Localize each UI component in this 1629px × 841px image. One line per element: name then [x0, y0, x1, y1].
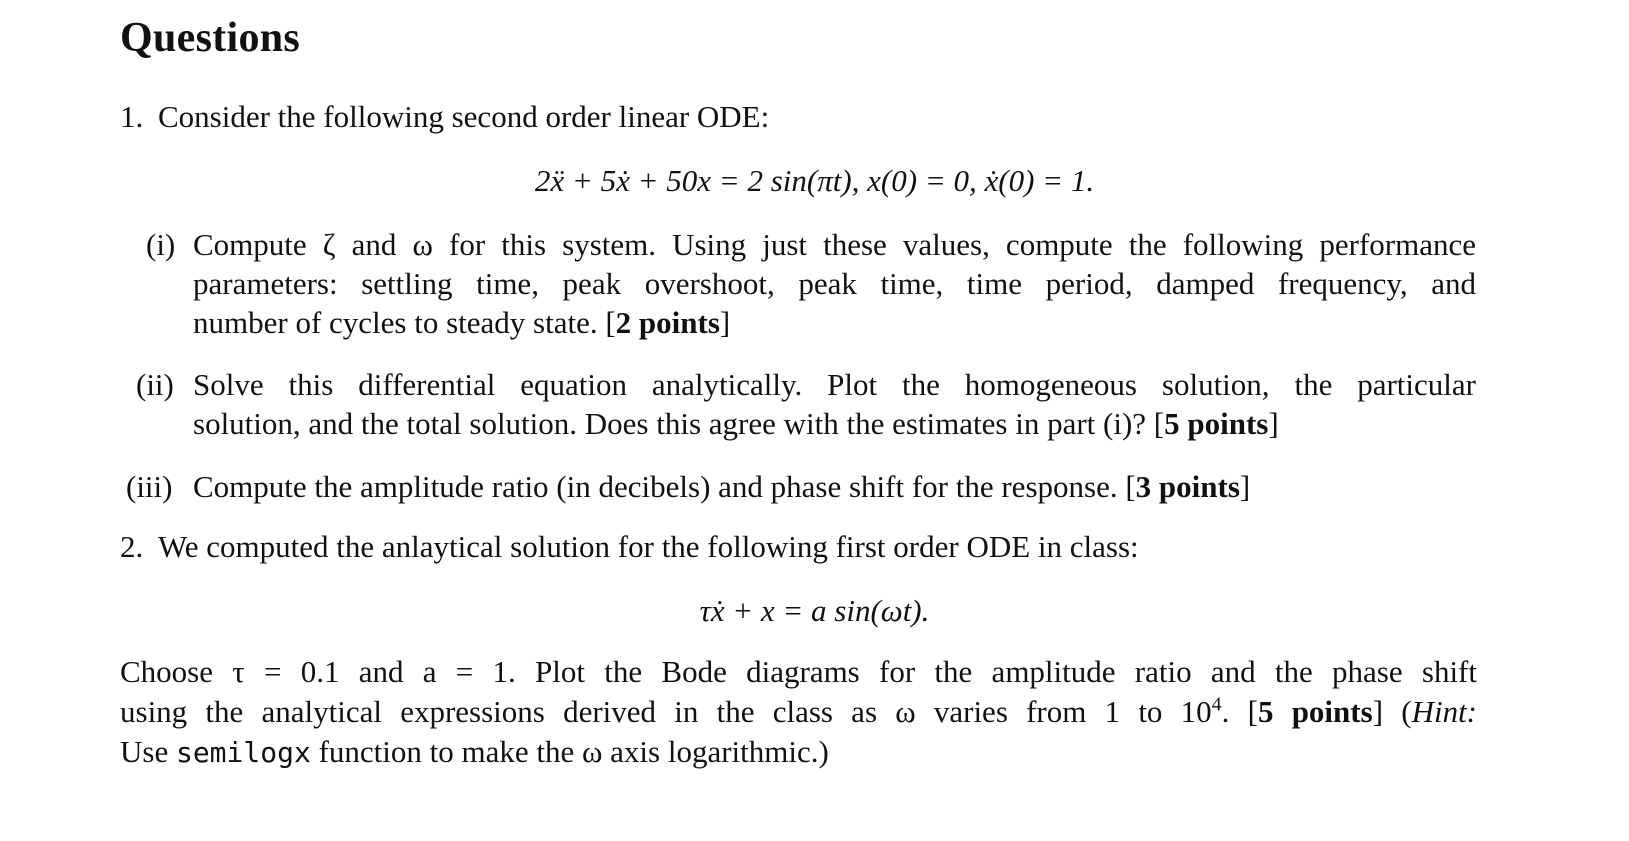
- question-1-number: 1.: [120, 99, 144, 134]
- exponent: 4: [1211, 693, 1222, 716]
- part-iii-text: [193, 466, 1250, 507]
- page-title: Questions: [120, 15, 301, 61]
- ode-first-order: τẋ + x = a sin(ωt).: [699, 593, 930, 628]
- part-ii-last-line: solution, and the total solution. Does this agree with the estimates in part (i)? [: [193, 406, 1165, 441]
- part-iii-label: (iii): [126, 469, 173, 504]
- part-ii-close: ]: [1268, 406, 1279, 441]
- question-2-line-2-close: ] (: [1372, 694, 1412, 729]
- question-2-body: [120, 651, 1477, 773]
- question-2-line-3: [120, 731, 1477, 773]
- part-iii-last-line: Compute the amplitude ratio (in decibels) and phase shift for the response. [: [193, 469, 1136, 504]
- ode-second-order: 2ẍ + 5ẋ + 50x = 2 sin(πt), x(0) = 0, ẋ(0) = 1.: [534, 163, 1095, 198]
- part-i-line-3: [193, 302, 1476, 343]
- part-iii-points: 3 points: [1135, 469, 1240, 504]
- part-ii-text: [193, 364, 1476, 444]
- question-2-points: 5 points: [1257, 694, 1373, 729]
- part-i-line-2: parameters: settling time, peak overshoot, peak time, time period, damped frequency, and: [193, 266, 1476, 301]
- question-2-equation: [0, 590, 1629, 631]
- part-i-line-1: Compute ζ and ω for this system. Using just these values, compute the following performance: [193, 227, 1476, 262]
- question-2-line-2: [120, 691, 1477, 732]
- part-i-label: (i): [146, 227, 176, 262]
- question-2-intro: We computed the anlaytical solution for the following first order ODE in class:: [158, 529, 1139, 564]
- question-1-intro: Consider the following second order linear ODE:: [158, 99, 770, 134]
- part-ii-line-2: [193, 403, 1476, 444]
- part-i-text: [193, 224, 1476, 343]
- part-ii-label: (ii): [136, 367, 174, 402]
- question-2-line-3-post: function to make the ω axis logarithmic.): [310, 734, 829, 769]
- part-ii-points: 5 points: [1164, 406, 1269, 441]
- question-2-number: 2.: [120, 529, 144, 564]
- question-2-line-1: Choose τ = 0.1 and a = 1. Plot the Bode diagrams for the amplitude ratio and the phase shift: [120, 654, 1477, 689]
- question-1-equation: [0, 160, 1629, 201]
- hint-label: Hint:: [1411, 694, 1477, 729]
- code-semilogx: semilogx: [175, 736, 311, 769]
- part-iii-close: ]: [1239, 469, 1251, 504]
- part-i-points: 2 points: [615, 305, 720, 340]
- question-2-line-3-pre: Use: [120, 734, 176, 769]
- part-i-close: ]: [719, 305, 731, 340]
- part-ii-line-1: Solve this differential equation analytically. Plot the homogeneous solution, the particular: [193, 367, 1476, 402]
- part-i-last-line: number of cycles to steady state. [: [193, 305, 616, 340]
- question-2-line-2-text: using the analytical expressions derived in the class as ω varies from 1 to 10: [120, 694, 1212, 729]
- question-2-line-2-mid: . [: [1221, 694, 1258, 729]
